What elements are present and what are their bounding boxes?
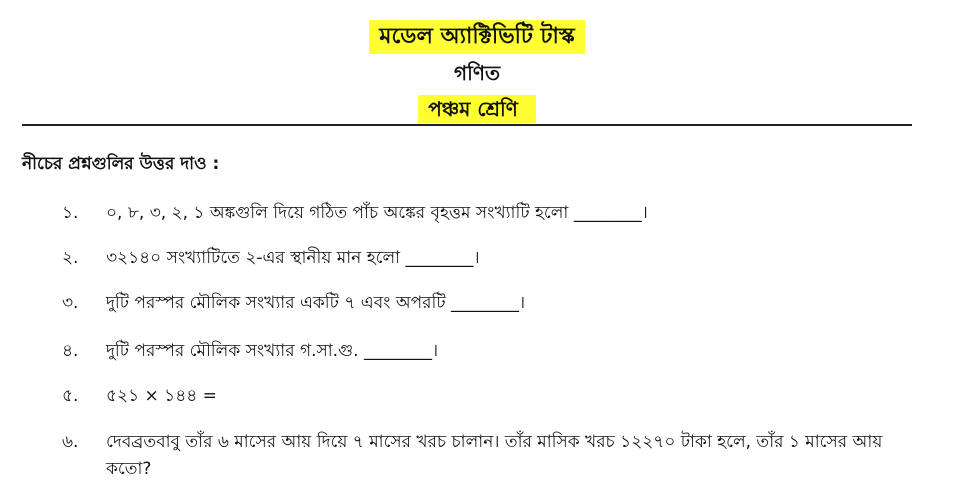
question-text: ০, ৮, ৩, ২, ১ অঙ্কগুলি দিয়ে গঠিত পাঁচ অঙ্কের বৃহত্তম সংখ্যাটি হলো ________। [106,203,648,223]
question-text: দেবব্রতবাবু তাঁর ৬ মাসের আয় দিয়ে ৭ মাসের খরচ চালান। তাঁর মাসিক খরচ ১২২৭০ টাকা হলে, তাঁর ১ মাসের আয় কতো? [106,432,883,479]
question-number: ২. [62,248,79,268]
question-text: দুটি পরস্পর মৌলিক সংখ্যার গ.সা.গু. ________। [106,341,439,361]
question-number: ৩. [62,293,79,313]
instruction-text: নীচের প্রশ্নগুলির উত্তর দাও : [22,154,220,174]
class-row [0,95,954,123]
question-text: ৩২১৪০ সংখ্যাটিতে ২-এর স্থানীয় মান হলো ________। [106,248,480,268]
question-number: ৪. [62,341,79,361]
question-text: ৫২১ × ১৪৪ = [106,386,217,406]
question-number: ৬. [62,432,79,452]
header-divider [22,124,912,126]
subject-heading: গণিত [454,61,500,85]
worksheet-title: মডেল অ্যাক্টিভিটি টাস্ক [369,20,585,54]
title-row [0,20,954,54]
class-heading: পঞ্চম শ্রেণি [418,95,536,123]
subject-row [0,60,954,86]
question-number: ৫. [62,386,79,406]
question-text: দুটি পরস্পর মৌলিক সংখ্যার একটি ৭ এবং অপরটি ________। [106,293,526,313]
question-number: ১. [62,203,79,223]
